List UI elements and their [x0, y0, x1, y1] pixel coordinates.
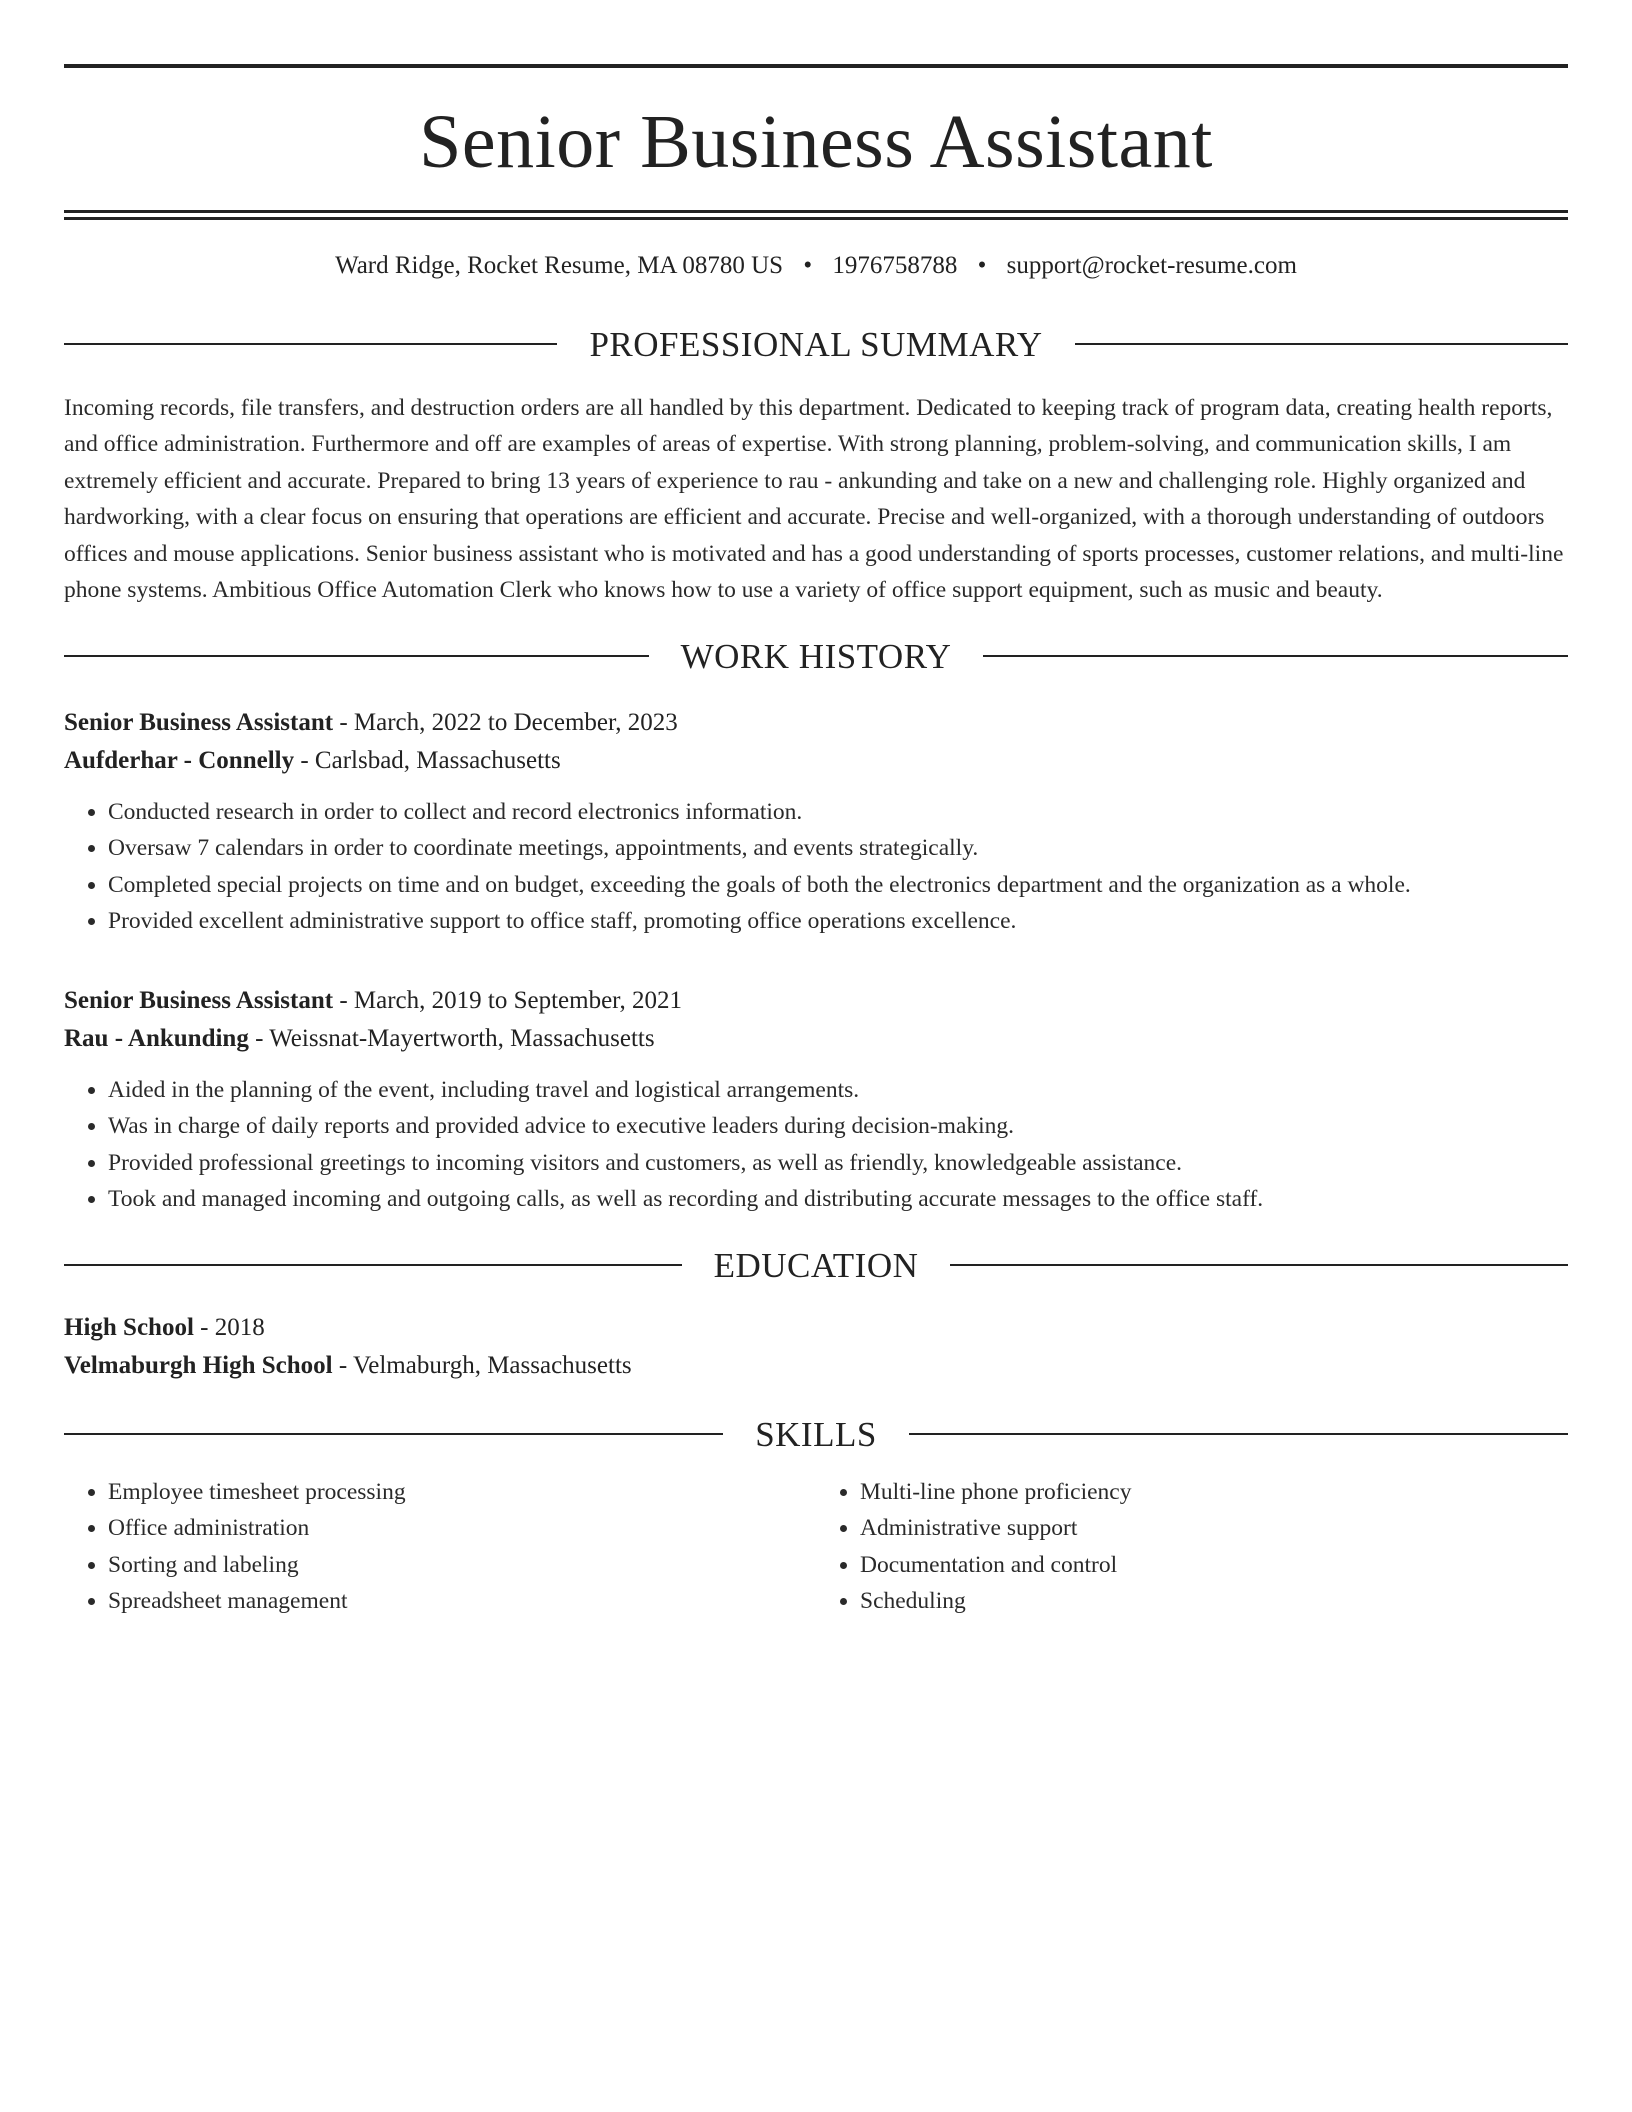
job-bullet: • Took and managed incoming and outgoing calls, as well as recording and distributing accurate messages to the office staff. — [108, 1181, 1568, 1218]
section-rule-left — [64, 655, 649, 657]
contact-separator: • — [977, 252, 987, 279]
job-location: - Carlsbad, Massachusetts — [300, 746, 561, 774]
education-degree: High School — [64, 1313, 194, 1341]
section-rule-left — [64, 1433, 723, 1435]
job-entry — [64, 982, 1568, 1218]
resume-name: Senior Business Assistant — [419, 100, 1213, 184]
education-entry — [64, 1309, 1568, 1385]
contact-separator: • — [803, 252, 813, 279]
skill-item: • Employee timesheet processing — [108, 1474, 816, 1511]
section-rule-right — [909, 1433, 1568, 1435]
education-year: - 2018 — [200, 1313, 265, 1341]
summary-section-title: PROFESSIONAL SUMMARY — [589, 324, 1043, 364]
contact-phone: 1976758788 — [832, 252, 958, 279]
contact-address: Ward Ridge, Rocket Resume, MA 08780 US — [335, 252, 784, 279]
section-rule-left — [64, 1264, 682, 1266]
job-bullet: • Oversaw 7 calendars in order to coordinate meetings, appointments, and events strategically. — [108, 830, 1568, 867]
job-location: - Weissnat-Mayertworth, Massachusetts — [255, 1024, 655, 1052]
resume-page — [64, 64, 1568, 1620]
header-rule-upper — [64, 210, 1568, 213]
skill-item: • Sorting and labeling — [108, 1547, 816, 1584]
skill-item: • Documentation and control — [860, 1547, 1568, 1584]
education-location: - Velmaburgh, Massachusetts — [338, 1351, 632, 1379]
job-bullet-list — [64, 1072, 1568, 1218]
skills-list-left — [64, 1474, 816, 1620]
summary-text: Incoming records, file transfers, and destruction orders are all handled by this department. Dedicated to keeping track of program data, creating health reports, and office administration. Furthermore and off are examples of areas of expertise. With strong planning, problem-solving, and communication skills, I am extremely efficient and accurate. Prepared to bring 13 years of experience to rau - ankunding and take on a new and challenging role. Highly organized and hardworking, with a clear focus on ensuring that operations are efficient and accurate. Precise and well-organized, with a thorough understanding of outdoors offices and mouse applications. Senior business assistant who is motivated and has a good understanding of sports processes, customer relations, and multi-line phone systems. Ambitious Office Automation Clerk who knows how to use a variety of office support equipment, such as music and beauty. — [64, 394, 1564, 603]
job-bullet: • Provided excellent administrative support to office staff, promoting office operations excellence. — [108, 903, 1568, 940]
education-section-title: EDUCATION — [713, 1245, 919, 1285]
skill-item: • Office administration — [108, 1510, 816, 1547]
skills-section-header — [64, 1414, 1568, 1454]
education-school: Velmaburgh High School — [64, 1351, 333, 1379]
job-bullet: • Aided in the planning of the event, including travel and logistical arrangements. — [108, 1072, 1568, 1109]
job-bullet-list — [64, 794, 1568, 940]
work-section-header — [64, 636, 1568, 676]
job-title-line — [64, 982, 1568, 1020]
job-title: Senior Business Assistant — [64, 986, 334, 1014]
job-title: Senior Business Assistant — [64, 708, 334, 736]
job-entry — [64, 704, 1568, 940]
job-bullet: • Conducted research in order to collect and record electronics information. — [108, 794, 1568, 831]
job-title-line — [64, 704, 1568, 742]
job-bullet: • Provided professional greetings to incoming visitors and customers, as well as friendly, knowledgeable assistance. — [108, 1145, 1568, 1182]
education-section-header — [64, 1245, 1568, 1285]
header-rule-lower — [64, 217, 1568, 220]
job-bullet: • Completed special projects on time and on budget, exceeding the goals of both the electronics department and the organization as a whole. — [108, 867, 1568, 904]
skills-columns — [64, 1474, 1568, 1620]
job-dates: - March, 2022 to December, 2023 — [339, 708, 678, 736]
education-degree-line — [64, 1309, 1568, 1347]
skill-item: • Multi-line phone proficiency — [860, 1474, 1568, 1511]
job-company-line — [64, 742, 1568, 780]
job-company-line — [64, 1020, 1568, 1058]
job-company: Aufderhar - Connelly — [64, 746, 295, 774]
section-rule-right — [1075, 343, 1568, 345]
education-school-line — [64, 1347, 1568, 1385]
skills-list-right — [816, 1474, 1568, 1620]
job-dates: - March, 2019 to September, 2021 — [339, 986, 683, 1014]
job-bullet: • Was in charge of daily reports and provided advice to executive leaders during decision-making. — [108, 1108, 1568, 1145]
contact-line — [64, 250, 1568, 283]
skills-section-title: SKILLS — [755, 1414, 877, 1454]
section-rule-right — [983, 655, 1568, 657]
skill-item: • Administrative support — [860, 1510, 1568, 1547]
section-rule-left — [64, 343, 557, 345]
contact-email: support@rocket-resume.com — [1006, 252, 1297, 279]
summary-section-header — [64, 324, 1568, 364]
work-section-title: WORK HISTORY — [680, 636, 952, 676]
job-company: Rau - Ankunding — [64, 1024, 249, 1052]
top-rule — [64, 64, 1568, 68]
skill-item: • Spreadsheet management — [108, 1583, 816, 1620]
section-rule-right — [950, 1264, 1568, 1266]
skill-item: • Scheduling — [860, 1583, 1568, 1620]
